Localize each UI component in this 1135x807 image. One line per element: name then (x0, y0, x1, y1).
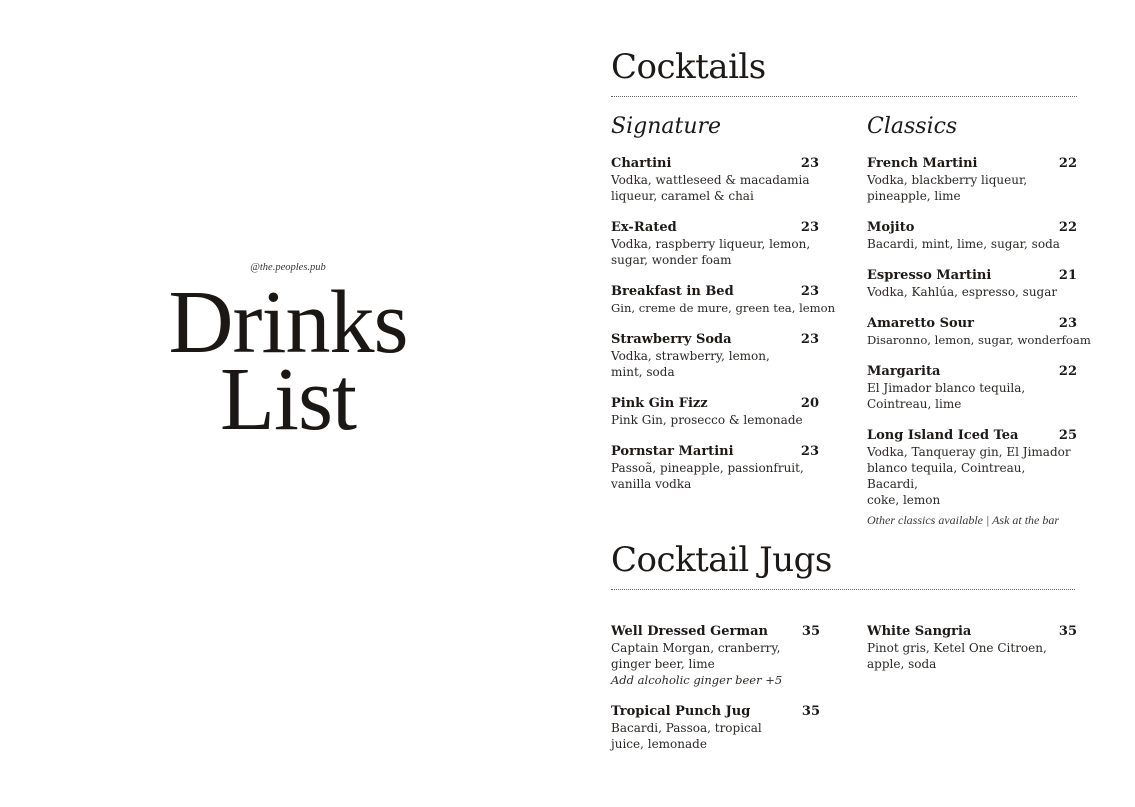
item-description: Pink Gin, prosecco & lemonade (611, 413, 803, 427)
item-name: Espresso Martini (867, 268, 992, 283)
item-price: 21 (1058, 268, 1077, 283)
item-price: 22 (1058, 220, 1077, 235)
menu-item (611, 332, 819, 380)
item-name: Strawberry Soda (611, 332, 732, 347)
jugs-heading: Cocktail Jugs (611, 540, 832, 580)
item-description: Bacardi, Passoa, tropical juice, lemonade (611, 721, 762, 751)
menu-item (611, 220, 819, 268)
item-addon: Add alcoholic ginger beer +5 (611, 673, 783, 687)
item-price: 35 (801, 704, 820, 719)
cocktails-divider (611, 96, 1077, 97)
menu-item (611, 444, 819, 492)
menu-item (611, 624, 820, 688)
menu-item (867, 220, 1077, 252)
item-price: 22 (1058, 364, 1077, 379)
item-description: Pinot gris, Ketel One Citroen, apple, soda (867, 641, 1047, 671)
item-name: French Martini (867, 156, 978, 171)
signature-heading: Signature (611, 114, 722, 139)
item-price: 23 (800, 284, 819, 299)
item-price: 22 (1058, 156, 1077, 171)
item-name: Breakfast in Bed (611, 284, 734, 299)
classics-heading: Classics (867, 114, 958, 139)
classics-note: Other classics available | Ask at the bar (867, 513, 1060, 527)
item-price: 23 (800, 444, 819, 459)
menu-item (867, 156, 1077, 204)
item-description: Vodka, Tanqueray gin, El Jimador blanco tequila, Cointreau, Bacardi, coke, lemon (867, 445, 1071, 507)
menu-item (611, 284, 836, 316)
item-name: Amaretto Sour (867, 316, 974, 331)
cover-title-line1: Drinks (168, 273, 408, 372)
item-price: 35 (801, 624, 820, 639)
item-price: 20 (800, 396, 819, 411)
social-handle: @the.peoples.pub (250, 262, 326, 273)
menu-item (611, 396, 819, 428)
item-description: Captain Morgan, cranberry, ginger beer, lime (611, 641, 781, 671)
item-description: Disaronno, lemon, sugar, wonderfoam (867, 333, 1091, 347)
item-price: 23 (1058, 316, 1077, 331)
menu-item (867, 364, 1077, 412)
item-name: Ex-Rated (611, 220, 677, 235)
item-description: Passoã, pineapple, passionfruit, vanilla vodka (611, 461, 804, 491)
menu-item (867, 428, 1077, 508)
menu-item (867, 624, 1077, 672)
item-price: 35 (1058, 624, 1077, 639)
cover-title-line2: List (219, 350, 356, 449)
item-description: Bacardi, mint, lime, sugar, soda (867, 237, 1060, 251)
item-name: Pink Gin Fizz (611, 396, 708, 411)
item-description: Vodka, Kahlúa, espresso, sugar (867, 285, 1058, 299)
item-price: 23 (800, 156, 819, 171)
jugs-divider (611, 589, 1075, 590)
menu-item (611, 156, 819, 204)
item-name: Margarita (867, 364, 941, 379)
item-price: 23 (800, 332, 819, 347)
item-description: Vodka, blackberry liqueur, pineapple, lime (867, 173, 1028, 203)
item-name: Chartini (611, 156, 672, 171)
item-description: Vodka, wattleseed & macadamia liqueur, caramel & chai (611, 173, 810, 203)
item-price: 23 (800, 220, 819, 235)
item-name: White Sangria (867, 624, 972, 639)
item-name: Long Island Iced Tea (867, 428, 1019, 443)
item-description: Vodka, strawberry, lemon, mint, soda (611, 349, 770, 379)
item-name: Pornstar Martini (611, 444, 734, 459)
cocktails-heading: Cocktails (611, 47, 766, 87)
menu-item (867, 316, 1091, 348)
item-description: El Jimador blanco tequila, Cointreau, lime (867, 381, 1026, 411)
item-name: Mojito (867, 220, 915, 235)
menu-item (867, 268, 1077, 300)
item-description: Gin, creme de mure, green tea, lemon (611, 301, 836, 315)
item-name: Well Dressed German (611, 624, 768, 639)
item-name: Tropical Punch Jug (611, 704, 751, 719)
menu-item (611, 704, 820, 752)
item-price: 25 (1058, 428, 1077, 443)
item-description: Vodka, raspberry liqueur, lemon, sugar, wonder foam (611, 237, 811, 267)
